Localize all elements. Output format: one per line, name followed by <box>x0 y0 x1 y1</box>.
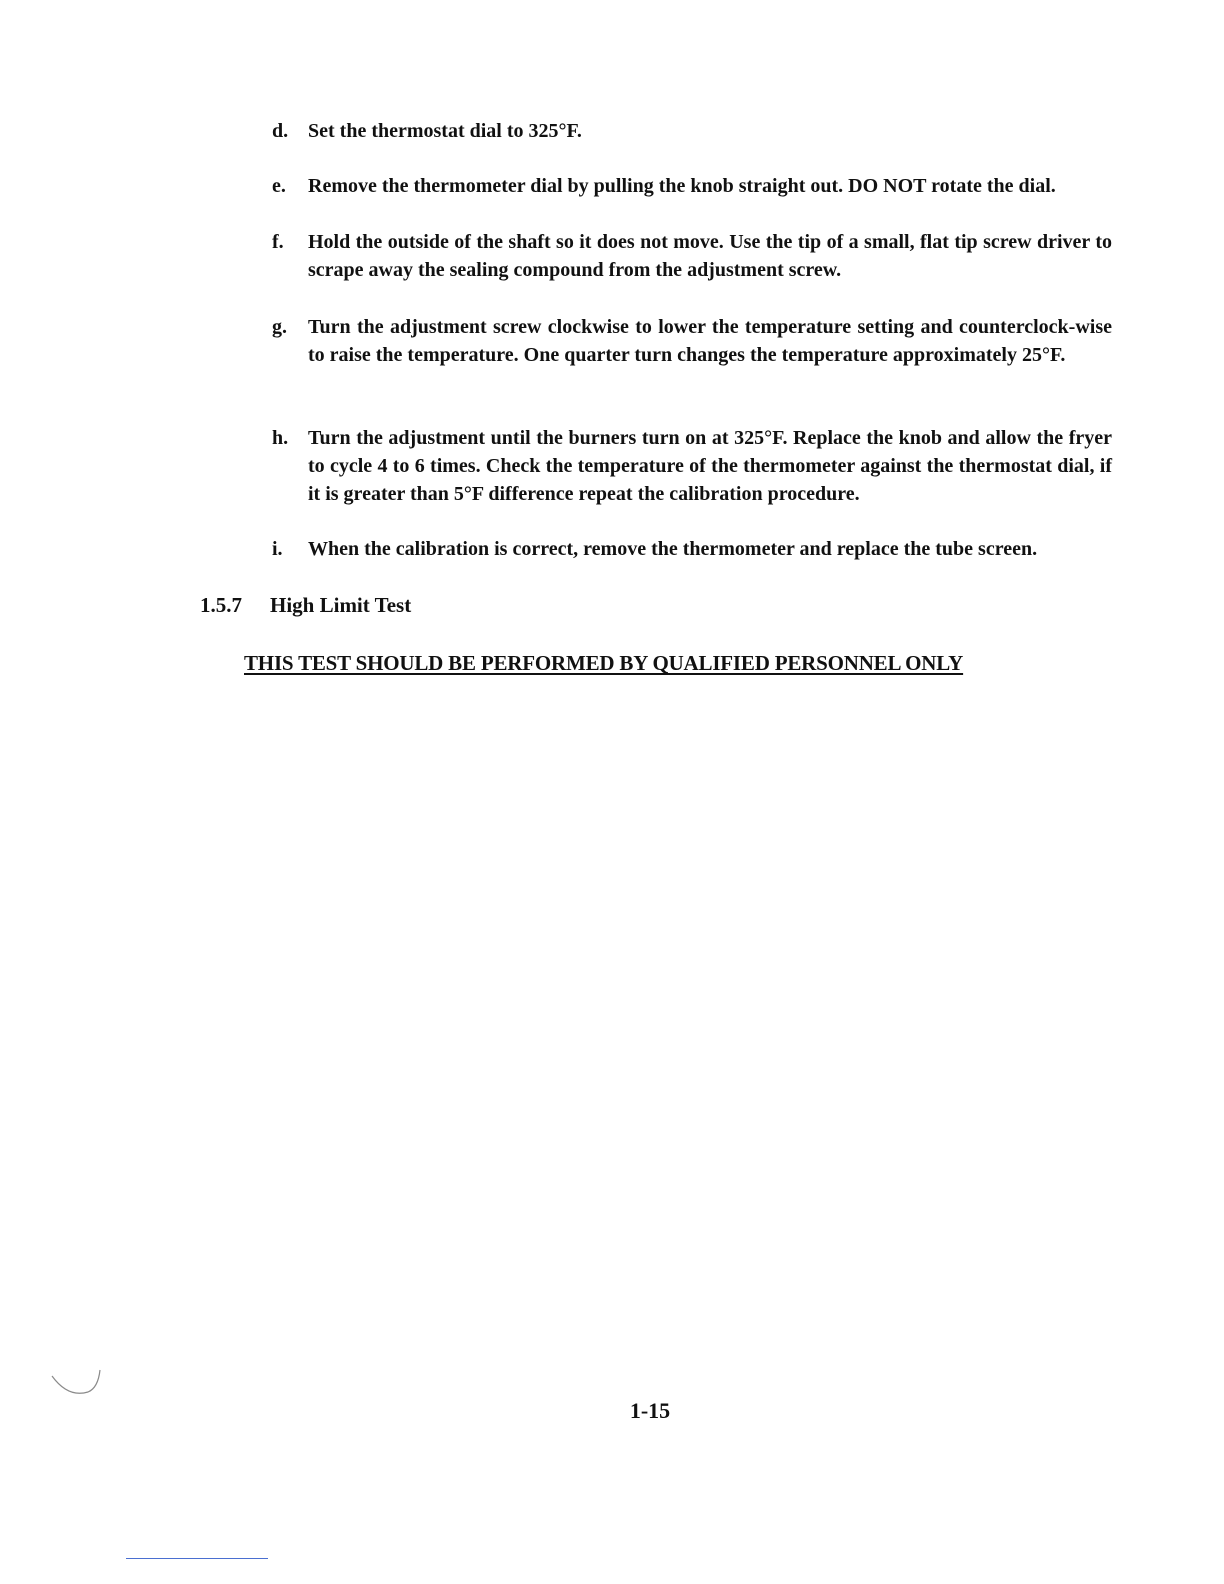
step-text: Remove the thermometer dial by pulling the knob straight out. DO NOT rotate the dial. <box>308 175 1056 197</box>
step-h <box>272 424 1112 508</box>
section-title: High Limit Test <box>270 593 412 617</box>
step-letter: g. <box>272 316 287 338</box>
step-g <box>272 313 1112 369</box>
step-letter: f. <box>272 231 284 253</box>
step-text: Turn the adjustment until the burners turn on at 325°F. Replace the knob and allow the fryer to cycle 4 to 6 times. Check the temperature of the thermometer against the thermostat dial, if it is greater than 5°F difference repeat the calibration procedure. <box>308 427 1112 505</box>
step-d <box>272 117 1112 145</box>
warning-notice: THIS TEST SHOULD BE PERFORMED BY QUALIFIED PERSONNEL ONLY <box>244 651 964 675</box>
step-f <box>272 228 1112 284</box>
section-number: 1.5.7 <box>200 593 242 617</box>
step-letter: h. <box>272 427 289 449</box>
step-text: Set the thermostat dial to 325°F. <box>308 120 582 142</box>
page-number: 1-15 <box>629 1398 671 1423</box>
bottom-rule <box>126 1558 268 1559</box>
step-text: When the calibration is correct, remove the thermometer and replace the tube screen. <box>308 538 1038 560</box>
step-text: Turn the adjustment screw clockwise to lower the temperature setting and counterclock-wise to raise the temperature. One quarter turn changes the temperature approximately 25°F. <box>308 316 1112 366</box>
scan-mark-arc <box>48 1358 108 1408</box>
section-heading <box>200 590 411 620</box>
step-i <box>272 535 1112 563</box>
step-letter: e. <box>272 175 286 197</box>
step-letter: i. <box>272 538 283 560</box>
step-text: Hold the outside of the shaft so it does not move. Use the tip of a small, flat tip screw driver to scrape away the sealing compound from the adjustment screw. <box>308 231 1112 281</box>
step-letter: d. <box>272 120 289 142</box>
step-e <box>272 172 1112 200</box>
